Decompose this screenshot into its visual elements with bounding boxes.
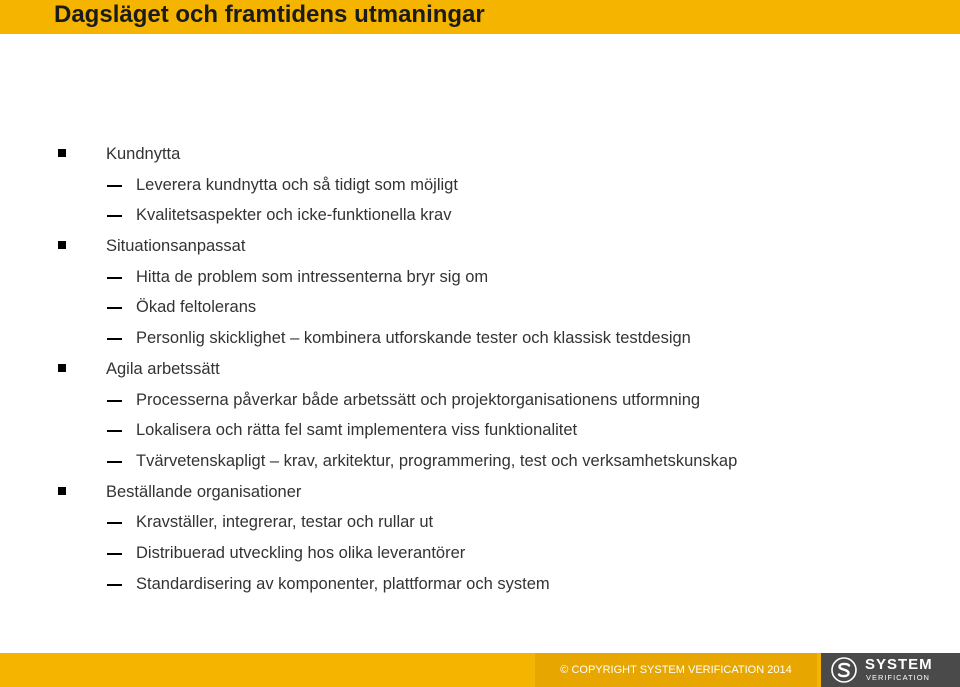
list-item (0, 568, 960, 599)
section-heading: Situationsanpassat (106, 237, 246, 256)
list-item-text: Tvärvetenskapligt – krav, arkitektur, programmering, test och verksamhetskunskap (136, 451, 738, 470)
list-item-text: Kvalitetsaspekter och icke-funktionella krav (136, 206, 452, 225)
square-bullet-icon (58, 487, 66, 495)
system-verification-s-logo-icon (831, 657, 857, 683)
section-heading: Agila arbetssätt (106, 359, 220, 378)
page-title: Dagsläget och framtidens utmaningar (54, 1, 485, 28)
square-bullet-icon (58, 364, 66, 372)
bullet-list (0, 138, 960, 598)
dash-bullet-icon (107, 400, 122, 402)
logo-subtitle: VERIFICATION (866, 673, 930, 682)
section-heading-row (0, 476, 960, 507)
list-item-text: Leverera kundnytta och så tidigt som möjligt (136, 175, 458, 194)
list-item (0, 506, 960, 537)
list-item (0, 291, 960, 322)
list-item (0, 445, 960, 476)
section-heading-row (0, 230, 960, 261)
list-item (0, 384, 960, 415)
dash-bullet-icon (107, 430, 122, 432)
dash-bullet-icon (107, 215, 122, 217)
list-item (0, 169, 960, 200)
square-bullet-icon (58, 241, 66, 249)
section-heading: Kundnytta (106, 145, 181, 163)
list-item-text: Hitta de problem som intressenterna bryr sig om (136, 267, 489, 286)
list-item-text: Personlig skicklighet – kombinera utforskande tester och klassisk testdesign (136, 329, 691, 348)
dash-bullet-icon (107, 522, 122, 524)
company-logo (821, 653, 960, 687)
list-item-text: Lokalisera och rätta fel samt implementera viss funktionalitet (136, 421, 578, 440)
section-heading: Beställande organisationer (106, 482, 302, 501)
list-item-text: Ökad feltolerans (136, 298, 257, 317)
copyright-text: © COPYRIGHT SYSTEM VERIFICATION 2014 (535, 653, 817, 687)
list-item (0, 199, 960, 230)
list-item (0, 261, 960, 292)
dash-bullet-icon (107, 185, 122, 187)
logo-name: SYSTEM (865, 656, 933, 673)
list-item-text: Distribuerad utveckling hos olika leverantörer (136, 543, 466, 562)
dash-bullet-icon (107, 277, 122, 279)
dash-bullet-icon (107, 584, 122, 586)
list-item (0, 414, 960, 445)
dash-bullet-icon (107, 307, 122, 309)
dash-bullet-icon (107, 338, 122, 340)
list-item (0, 322, 960, 353)
list-item-text: Processerna påverkar både arbetssätt och projektorganisationens utformning (136, 390, 701, 409)
list-item-text: Standardisering av komponenter, plattformar och system (136, 574, 550, 593)
section-heading-row (0, 353, 960, 384)
list-item (0, 537, 960, 568)
section-heading-row (0, 138, 960, 169)
list-item-text: Kravställer, integrerar, testar och rullar ut (136, 513, 434, 532)
square-bullet-icon (58, 149, 66, 157)
dash-bullet-icon (107, 461, 122, 463)
dash-bullet-icon (107, 553, 122, 555)
